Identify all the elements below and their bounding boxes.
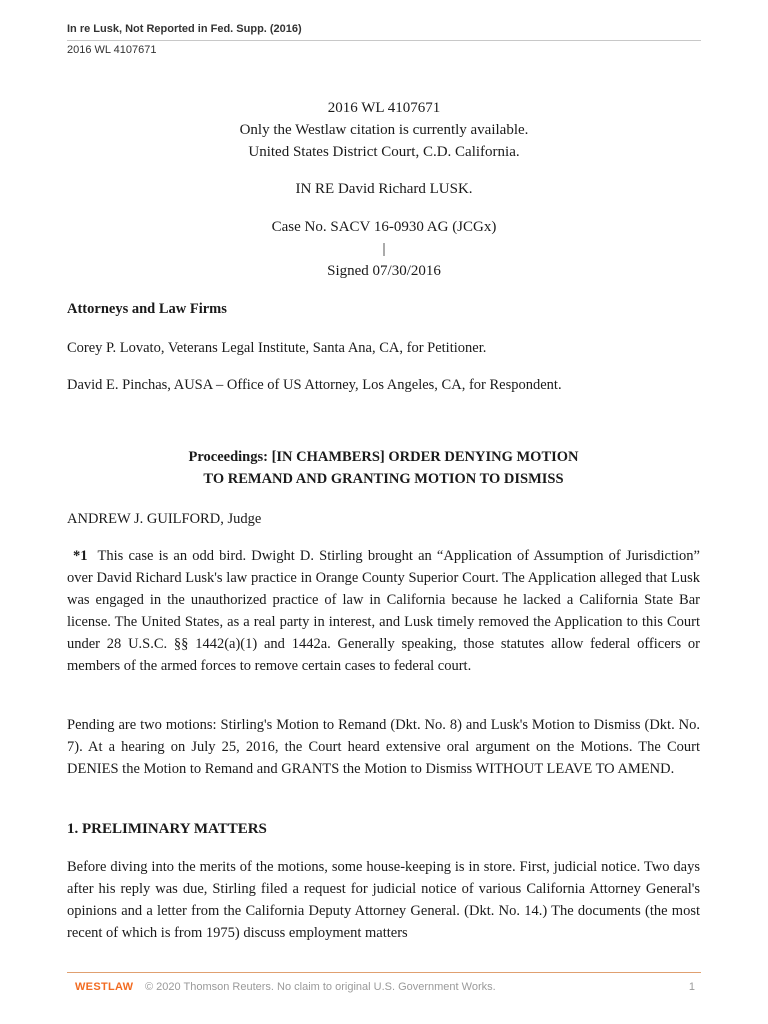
running-header: [67, 22, 701, 57]
caption-availability: Only the Westlaw citation is currently available.: [239, 122, 529, 138]
proceedings-heading: [67, 446, 700, 490]
header-divider: [67, 40, 701, 41]
caption-court: United States District Court, C.D. California.: [248, 144, 520, 160]
paragraph-1-text: This case is an odd bird. Dwight D. Stirling brought an “Application of Assumption of Jurisdiction” over David Richard Lusk's law practice in Orange County Superior Court. The Application alleged that Lusk was engaged in the unauthorized practice of law in California because he lacked a California State Bar license. The United States, as a real party in interest, and Lusk timely removed the Application to this Court under 28 U.S.C. §§ 1442(a)(1) and 1442a. Generally speaking, those statutes allow federal officers or members of the armed forces to remove certain cases to federal court.: [67, 548, 700, 674]
paragraph-3: Before diving into the merits of the motions, some house-keeping is in store. First, judicial notice. Two days after his reply was due, Stirling filed a request for judicial notice of various California Attorney General's opinions and a letter from the California Deputy Attorney General. (Dkt. No. 14.) The documents (the most recent of which is from 1975) discuss employment matters: [67, 859, 700, 941]
document-title: In re Lusk, Not Reported in Fed. Supp. (2016): [67, 23, 302, 35]
header-citation: 2016 WL 4107671: [67, 44, 157, 56]
star-page-marker: *1: [73, 548, 88, 564]
judge-name: ANDREW J. GUILFORD, Judge: [67, 511, 262, 527]
caption-citation: 2016 WL 4107671: [327, 100, 441, 116]
westlaw-logo: WESTLAW: [75, 981, 134, 993]
attorneys-heading: Attorneys and Law Firms: [67, 301, 227, 317]
signed-date: Signed 07/30/2016: [327, 263, 441, 279]
attorney-respondent: David E. Pinchas, AUSA – Office of US Attorney, Los Angeles, CA, for Respondent.: [67, 377, 562, 393]
proceedings-line-1: Proceedings: [IN CHAMBERS] ORDER DENYING MOTION: [188, 449, 579, 465]
paragraph-1: [67, 545, 700, 677]
proceedings-line-2: TO REMAND AND GRANTING MOTION TO DISMISS: [203, 471, 564, 487]
case-caption: [0, 97, 768, 163]
copyright-notice: © 2020 Thomson Reuters. No claim to original U.S. Government Works.: [145, 981, 496, 993]
caption-parties: IN RE David Richard LUSK.: [295, 181, 473, 197]
paragraph-2: Pending are two motions: Stirling's Motion to Remand (Dkt. No. 8) and Lusk's Motion to Dismiss (Dkt. No. 7). At a hearing on July 25, 2016, the Court heard extensive oral argument on the Motions. The Court DENIES the Motion to Remand and GRANTS the Motion to Dismiss WITHOUT LEAVE TO AMEND.: [67, 717, 700, 777]
page-footer: [67, 972, 701, 995]
footer-divider: [67, 972, 701, 973]
page-number: 1: [688, 981, 695, 993]
attorney-petitioner: Corey P. Lovato, Veterans Legal Institute, Santa Ana, CA, for Petitioner.: [67, 340, 487, 356]
case-details: [0, 216, 768, 282]
section-heading: 1. PRELIMINARY MATTERS: [67, 821, 267, 837]
case-number: Case No. SACV 16-0930 AG (JCGx): [271, 219, 497, 235]
caption-separator: |: [382, 241, 386, 257]
